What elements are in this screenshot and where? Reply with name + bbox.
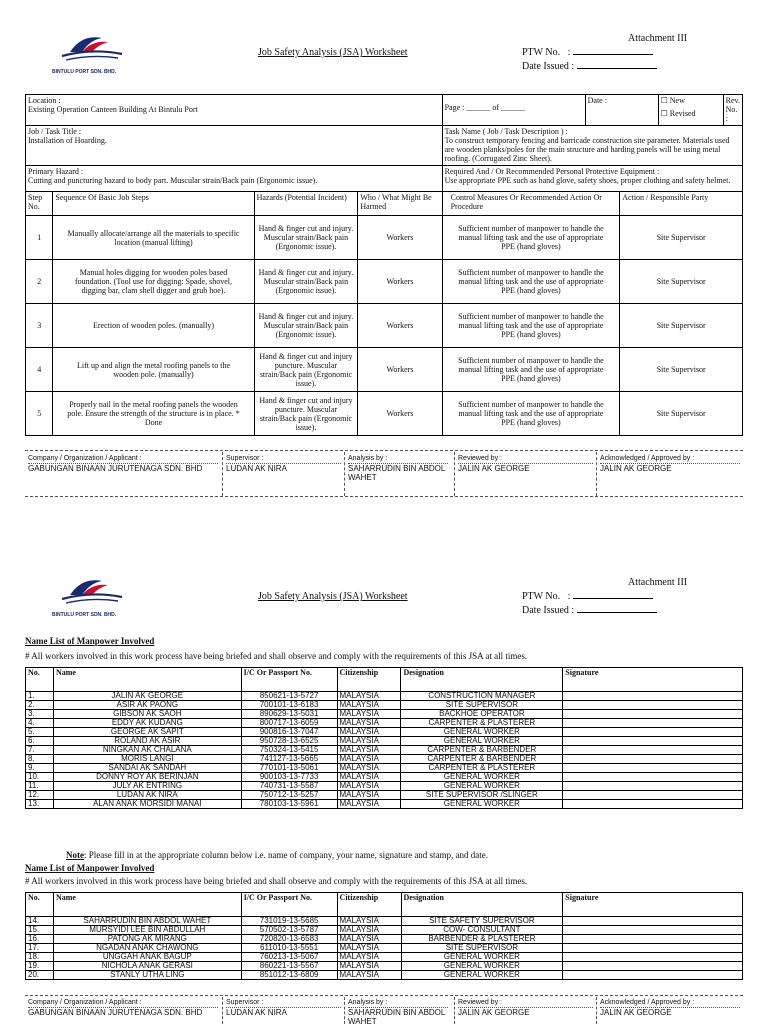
worker-name: GEORGE AK SAPIT [53,728,241,737]
worker-signature[interactable] [563,944,743,953]
worker-designation: GENERAL WORKER [401,962,563,971]
step-action: Site Supervisor [620,216,743,260]
primary-hazard-value: Cutting and puncturing hazard to body part. Muscular strain/Back pain (Ergonomic issue). [28,176,318,185]
worker-designation: SITE SUPERVISOR /SLINGER [401,791,563,800]
worker-name: JALIN AK GEORGE [53,692,241,701]
worker-name: NICHOLA ANAK GERASI [53,962,241,971]
worker-ic: 700101-13-6183 [241,701,337,710]
manpower-table-b [25,892,743,980]
worker-citizenship: MALAYSIA [337,782,401,791]
signoff-supervisor-2: Supervisor : LUDAN AK NIRA [226,998,341,1017]
worker-signature[interactable] [563,800,743,809]
worker-ic: 570502-13-5787 [241,926,337,935]
job-title-value: Installation of Hoarding. [28,136,107,145]
manpower-row [26,800,743,809]
worker-citizenship: MALAYSIA [337,692,401,701]
location-cell: Location : Existing Operation Canteen Building At Bintulu Port [26,95,443,126]
manpower-table-a [25,667,743,809]
worker-citizenship: MALAYSIA [337,728,401,737]
worker-signature[interactable] [563,737,743,746]
worker-designation: GENERAL WORKER [401,800,563,809]
worker-name: EDDY AK KUDANG [53,719,241,728]
step-hazard: Hand & finger cut and injury puncture. Muscular strain/Back pain (Ergonomic issue). [254,348,358,392]
location-value: Existing Operation Canteen Building At Bintulu Port [28,105,198,114]
revised-checkbox-label: Revised [669,109,696,118]
step-number: 4 [26,348,53,392]
ptw-field-2[interactable] [573,589,653,599]
step-who: Workers [358,392,442,436]
ptw-block: PTW No. : Date Issued : [522,45,657,73]
attachment-label: Attachment III [628,33,688,44]
step-sequence: Erection of wooden poles. (manually) [53,304,254,348]
step-hazard: Hand & finger cut and injury. Muscular strain/Back pain (Ergonomic issue). [254,304,358,348]
jsa-step-row [26,392,743,436]
job-title-cell: Job / Task Title : Installation of Hoarding. [26,126,443,166]
company-logo-2 [52,573,132,618]
date-issued-field[interactable] [577,59,657,69]
form-title-2: Job Safety Analysis (JSA) Worksheet [258,591,408,602]
worker-signature[interactable] [563,917,743,926]
worker-designation: GENERAL WORKER [401,953,563,962]
worker-name: SANDAI AK SANDAH [53,764,241,773]
worker-name: NINGKAN AK CHALANA [53,746,241,755]
jsa-step-row [26,304,743,348]
signoff-acknowledged: Acknowledged / Approved by : JALIN AK GEORGE [600,454,740,473]
worker-ic: 900103-13-7733 [241,773,337,782]
worker-designation: GENERAL WORKER [401,728,563,737]
jsa-table [25,94,743,436]
worker-citizenship: MALAYSIA [337,764,401,773]
worker-no: 7. [26,746,54,755]
signoff-analysis: Analysis by : SAHARRUDIN BIN ABDOL WAHET [348,454,448,482]
worker-designation: GENERAL WORKER [401,773,563,782]
worker-signature[interactable] [563,773,743,782]
step-action: Site Supervisor [620,260,743,304]
worker-citizenship: MALAYSIA [337,962,401,971]
primary-hazard-cell: Primary Hazard : Cutting and puncturing hazard to body part. Muscular strain/Back pain (Ergonomic issue). [26,166,443,192]
manpower-header-row-2: No. Name I/C Or Passport No. Citizenship Designation Signature [26,893,743,917]
worker-ic: 720820-13-6583 [241,935,337,944]
step-control: Sufficient number of manpower to handle the manual lifting task and the use of appropriate PPE (hand gloves) [442,260,620,304]
worker-no: 17. [26,944,54,953]
worker-no: 14. [26,917,54,926]
step-control: Sufficient number of manpower to handle the manual lifting task and the use of appropriate PPE (hand gloves) [442,216,620,260]
date-issued-label: Date Issued : [522,61,575,72]
worker-designation: BACKHOE OPERATOR [401,710,563,719]
worker-ic: 740731-13-5587 [241,782,337,791]
worker-name: LUDAN AK NIRA [53,791,241,800]
worker-ic: 890629-13-5031 [241,710,337,719]
worker-signature[interactable] [563,791,743,800]
worker-name: ROLAND AK ASIR [53,737,241,746]
worker-signature[interactable] [563,953,743,962]
worker-signature[interactable] [563,746,743,755]
step-number: 5 [26,392,53,436]
step-who: Workers [358,260,442,304]
signoff-supervisor: Supervisor : LUDAN AK NIRA [226,454,341,473]
worker-no: 6. [26,737,54,746]
worker-designation: SITE SUPERVISOR [401,701,563,710]
worker-ic: 850621-13-5727 [241,692,337,701]
step-who: Workers [358,216,442,260]
manpower-title: Name List of Manpower Involved [25,636,155,646]
step-action: Site Supervisor [620,392,743,436]
worker-ic: 741127-13-5665 [241,755,337,764]
worker-name: ASIR AK PAONG [53,701,241,710]
rev-no-cell: Rev. No. : [725,96,740,123]
worker-designation: CARPENTER & BARBENDER [401,755,563,764]
worker-designation: GENERAL WORKER [401,782,563,791]
worker-citizenship: MALAYSIA [337,953,401,962]
worker-designation: GENERAL WORKER [401,971,563,980]
worker-designation: CARPENTER & PLASTERER [401,719,563,728]
worker-no: 11. [26,782,54,791]
worker-designation: GENERAL WORKER [401,737,563,746]
worker-ic: 950728-13-6525 [241,737,337,746]
worker-no: 9. [26,764,54,773]
step-number: 2 [26,260,53,304]
worker-no: 3. [26,710,54,719]
manpower-header-row: No. Name I/C Or Passport No. Citizenship Designation Signature [26,668,743,692]
step-who: Workers [358,348,442,392]
worker-designation: CARPENTER & PLASTERER [401,764,563,773]
worker-signature[interactable] [563,764,743,773]
step-sequence: Lift up and align the metal roofing panels to the wooden pole. (manually) [53,348,254,392]
header-hazards: Hazards (Potential Incident) [254,192,358,216]
header-action: Action / Responsible Party [620,192,743,216]
step-hazard: Hand & finger cut and injury. Muscular strain/Back pain (Ergonomic issue). [254,260,358,304]
manpower-note-2: # All workers involved in this work process have being briefed and shall observe and comply with the requirements of this JSA at all times. [25,876,528,886]
company-name: BINTULU PORT SDN. BHD. [52,69,117,75]
worker-name: MORIS LANGI [53,755,241,764]
worker-signature[interactable] [563,782,743,791]
signoff-reviewed-2: Reviewed by : JALIN AK GEORGE [458,998,593,1017]
company-logo [52,30,132,75]
worker-name: JULY AK ENTRING [53,782,241,791]
worker-no: 12. [26,791,54,800]
worker-citizenship: MALAYSIA [337,746,401,755]
signoff-company: Company / Organization / Applicant : GABUNGAN BINAAN JURUTENAGA SDN. BHD [28,454,218,473]
step-sequence: Properly nail in the metal roofing panels the wooden pole. Ensure the strength of the structure is in place. * Done [53,392,254,436]
worker-ic: 611010-13-5551 [241,944,337,953]
worker-ic: 750712-13-5257 [241,791,337,800]
worker-citizenship: MALAYSIA [337,944,401,953]
step-number: 1 [26,216,53,260]
worker-citizenship: MALAYSIA [337,926,401,935]
new-checkbox-label: New [669,96,685,105]
signoff-company-2: Company / Organization / Applicant : GABUNGAN BINAAN JURUTENAGA SDN. BHD [28,998,218,1017]
worker-citizenship: MALAYSIA [337,917,401,926]
jsa-step-row [26,260,743,304]
worker-signature[interactable] [563,710,743,719]
page-cell: Page : ______ of ______ [443,95,586,125]
worker-signature[interactable] [563,728,743,737]
worker-name: NGADAN ANAK CHAWONG [53,944,241,953]
worker-signature[interactable] [563,692,743,701]
worker-citizenship: MALAYSIA [337,971,401,980]
ppe-value: Use appropriate PPE such as hand glove, safety shoes, proper clothing and safety helmet. [444,176,731,185]
worker-no: 10. [26,773,54,782]
header-who: Who / What Might Be Harmed [358,192,442,216]
worker-citizenship: MALAYSIA [337,773,401,782]
worker-signature[interactable] [563,962,743,971]
worker-no: 18. [26,953,54,962]
worker-no: 1. [26,692,54,701]
worker-name: ALAN ANAK MORSIDI MANAI [53,800,241,809]
fill-note: Note: Please fill in at the appropriate column below i.e. name of company, your name, signature and stamp, and date. [66,850,489,860]
manpower-row [26,971,743,980]
worker-ic: 750324-13-5415 [241,746,337,755]
worker-designation: BARBENDER & PLASTERER [401,935,563,944]
worker-citizenship: MALAYSIA [337,755,401,764]
port-logo-icon [52,573,132,607]
worker-name: GIBSON AK SAOH [53,710,241,719]
worker-name: STANLY UTHA LING [53,971,241,980]
worker-name: MURSYIDI LEE BIN ABDULLAH [53,926,241,935]
worker-citizenship: MALAYSIA [337,935,401,944]
worker-ic: 851012-13-6809 [241,971,337,980]
jsa-header-row [26,192,743,216]
step-control: Sufficient number of manpower to handle the manual lifting task and the use of appropriate PPE (hand gloves) [442,304,620,348]
company-name-2: BINTULU PORT SDN. BHD. [52,612,117,618]
jsa-step-row [26,348,743,392]
worker-citizenship: MALAYSIA [337,737,401,746]
worker-citizenship: MALAYSIA [337,710,401,719]
worker-designation: COW- CONSULTANT [401,926,563,935]
worker-name: DONNY ROY AK BERINJAN [53,773,241,782]
worker-citizenship: MALAYSIA [337,719,401,728]
worker-ic: 760213-13-5067 [241,953,337,962]
worker-designation: CONSTRUCTION MANAGER [401,692,563,701]
jsa-step-row [26,216,743,260]
worker-ic: 770101-13-5061 [241,764,337,773]
step-number: 3 [26,304,53,348]
worker-signature[interactable] [563,926,743,935]
manpower-note: # All workers involved in this work process have being briefed and shall observe and comply with the requirements of this JSA at all times. [25,651,528,661]
worker-signature[interactable] [563,935,743,944]
step-hazard: Hand & finger cut and injury puncture. Muscular strain/Back pain (Ergonomic issue). [254,392,358,436]
date-cell: Date : [586,95,659,125]
task-name-value: To construct temporary fencing and barricade construction site parameter. Materials used are wooden planks/poles for the main structure and harding panels will be using metal roofing. (Corrugated Zinc Sheet). [444,136,730,163]
step-sequence: Manual holes digging for wooden poles based foundation. (Tool use for digging: Spade, shovel, digging bar, clam shell digger and grub hoe). [53,260,254,304]
worker-signature[interactable] [563,719,743,728]
ptw-label: PTW No. [522,47,561,58]
date-issued-field-2[interactable] [577,603,657,613]
worker-no: 2. [26,701,54,710]
task-name-cell: Task Name ( Job / Task Description ) : To construct temporary fencing and barricade construction site parameter. Materials used are wooden planks/poles for the main structure and harding panels will be using metal roofing. (Corrugated Zinc Sheet). [442,126,742,166]
worker-no: 20. [26,971,54,980]
worker-ic: 860221-13-5567 [241,962,337,971]
manpower-title-2: Name List of Manpower Involved [25,863,155,873]
worker-no: 16. [26,935,54,944]
worker-name: UNGGAH ANAK BAGUP [53,953,241,962]
step-sequence: Manually allocate/arrange all the materials to specific location (manual lifting) [53,216,254,260]
worker-citizenship: MALAYSIA [337,800,401,809]
worker-designation: SITE SUPERVISOR [401,944,563,953]
ptw-field[interactable] [573,45,653,55]
new-revised-cell: ☐ New ☐ Revised [659,95,724,125]
step-control: Sufficient number of manpower to handle the manual lifting task and the use of appropriate PPE (hand gloves) [442,392,620,436]
signoff-analysis-2: Analysis by : SAHARRUDIN BIN ABDOL WAHET [348,998,448,1026]
worker-designation: CARPENTER & BARBENDER [401,746,563,755]
worker-name: SAHARRUDIN BIN ABDOL WAHET [53,917,241,926]
signoff-acknowledged-2: Acknowledged / Approved by : JALIN AK GEORGE [600,998,740,1017]
worker-citizenship: MALAYSIA [337,791,401,800]
worker-no: 8. [26,755,54,764]
form-title: Job Safety Analysis (JSA) Worksheet [258,47,408,58]
worker-signature[interactable] [563,971,743,980]
worker-no: 19. [26,962,54,971]
step-who: Workers [358,304,442,348]
step-action: Site Supervisor [620,348,743,392]
worker-no: 4. [26,719,54,728]
header-step: Step No. [26,192,53,216]
worker-ic: 731019-13-5685 [241,917,337,926]
worker-designation: SITE SAFETY SUPERVISOR [401,917,563,926]
attachment-label-2: Attachment III [628,577,688,588]
worker-ic: 800717-13-6059 [241,719,337,728]
worker-signature[interactable] [563,755,743,764]
worker-ic: 780103-13-5961 [241,800,337,809]
ppe-cell: Required And / Or Recommended Personal Protective Equipment : Use appropriate PPE such as hand glove, safety shoes, proper clothing and safety helmet. [442,166,742,192]
step-control: Sufficient number of manpower to handle the manual lifting task and the use of appropriate PPE (hand gloves) [442,348,620,392]
worker-ic: 900816-13-7047 [241,728,337,737]
worker-name: PATONG AK MIRANG [53,935,241,944]
worker-signature[interactable] [563,701,743,710]
header-sequence: Sequence Of Basic Job Steps [53,192,254,216]
worker-no: 13. [26,800,54,809]
step-action: Site Supervisor [620,304,743,348]
signoff-reviewed: Reviewed by : JALIN AK GEORGE [458,454,593,473]
ptw-block-2: PTW No. : Date Issued : [522,589,657,617]
worker-citizenship: MALAYSIA [337,701,401,710]
port-logo-icon [52,30,132,64]
step-hazard: Hand & finger cut and injury. Muscular strain/Back pain (Ergonomic issue). [254,216,358,260]
worker-no: 5. [26,728,54,737]
worker-no: 15. [26,926,54,935]
header-control: Control Measures Or Recommended Action Or Procedure [442,192,620,216]
